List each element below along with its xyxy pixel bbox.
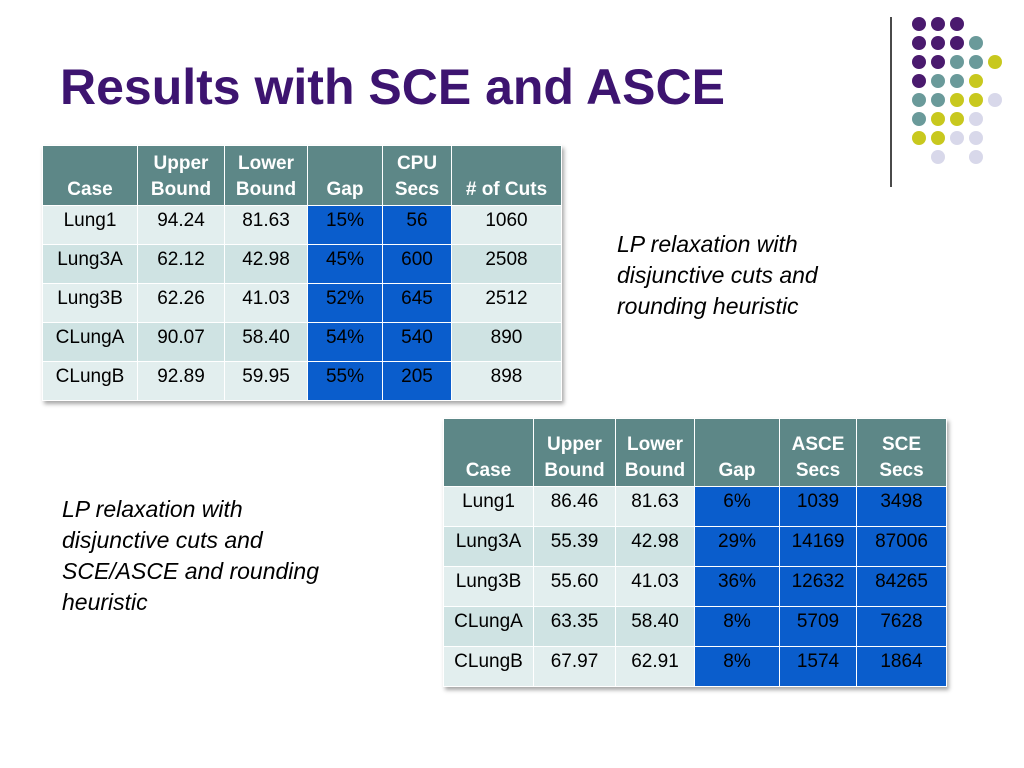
column-header-upper-bound: Upper Bound [138, 146, 225, 206]
decorative-dot [912, 55, 926, 69]
cell-case: CLungB [444, 647, 534, 687]
table-header-row [444, 419, 947, 487]
decorative-dot [950, 112, 964, 126]
table-header-row [43, 146, 562, 206]
cell-gap: 6% [695, 487, 780, 527]
decorative-dot [969, 150, 983, 164]
table-row [444, 487, 947, 527]
decorative-dot [912, 93, 926, 107]
decorative-dot [931, 74, 945, 88]
cell-lower-bound: 81.63 [225, 206, 308, 245]
cell-gap: 8% [695, 647, 780, 687]
cell-upper-bound: 55.60 [534, 567, 616, 607]
cell-num-cuts: 1060 [452, 206, 562, 245]
cell-lower-bound: 81.63 [616, 487, 695, 527]
decorative-dot [931, 36, 945, 50]
table-row [43, 323, 562, 362]
cell-lower-bound: 62.91 [616, 647, 695, 687]
decorative-dot [969, 112, 983, 126]
cell-asce-secs: 1574 [780, 647, 857, 687]
column-header-lower-bound: Lower Bound [225, 146, 308, 206]
decorative-dot [931, 131, 945, 145]
cell-gap: 36% [695, 567, 780, 607]
cell-num-cuts: 2508 [452, 245, 562, 284]
cell-cpu-secs: 205 [383, 362, 452, 401]
results-table-sce-asce [443, 418, 947, 687]
cell-gap: 8% [695, 607, 780, 647]
cell-upper-bound: 94.24 [138, 206, 225, 245]
decorative-dot [988, 93, 1002, 107]
cell-gap: 15% [308, 206, 383, 245]
decorative-dot [950, 93, 964, 107]
cell-case: Lung3A [444, 527, 534, 567]
column-header-case: Case [43, 146, 138, 206]
decorative-dot [931, 150, 945, 164]
decorative-dot [969, 131, 983, 145]
cell-upper-bound: 92.89 [138, 362, 225, 401]
cell-case: Lung1 [444, 487, 534, 527]
cell-lower-bound: 41.03 [225, 284, 308, 323]
decorative-dot [950, 17, 964, 31]
cell-sce-secs: 84265 [857, 567, 947, 607]
cell-cpu-secs: 600 [383, 245, 452, 284]
cell-lower-bound: 42.98 [225, 245, 308, 284]
cell-gap: 52% [308, 284, 383, 323]
decorative-dot [969, 74, 983, 88]
table-row [444, 647, 947, 687]
column-header-cpu-secs: CPU Secs [383, 146, 452, 206]
column-header-lower-bound: Lower Bound [616, 419, 695, 487]
decorative-dot [931, 55, 945, 69]
decorative-dot [912, 131, 926, 145]
table-row [444, 607, 947, 647]
cell-case: CLungB [43, 362, 138, 401]
cell-lower-bound: 41.03 [616, 567, 695, 607]
column-header-upper-bound: Upper Bound [534, 419, 616, 487]
cell-case: Lung3B [43, 284, 138, 323]
cell-upper-bound: 63.35 [534, 607, 616, 647]
cell-upper-bound: 67.97 [534, 647, 616, 687]
cell-case: CLungA [43, 323, 138, 362]
decorative-dot [988, 55, 1002, 69]
column-header-case: Case [444, 419, 534, 487]
table-row [43, 206, 562, 245]
table-row [43, 245, 562, 284]
cell-gap: 55% [308, 362, 383, 401]
decorative-dot [950, 74, 964, 88]
decorative-dot [931, 17, 945, 31]
note-top: LP relaxation with disjunctive cuts and rounding heuristic [617, 231, 818, 319]
cell-sce-secs: 1864 [857, 647, 947, 687]
decorative-dot [912, 74, 926, 88]
decorative-dot [969, 36, 983, 50]
cell-cpu-secs: 56 [383, 206, 452, 245]
column-header-num-cuts: # of Cuts [452, 146, 562, 206]
decorative-dot [950, 36, 964, 50]
cell-upper-bound: 62.26 [138, 284, 225, 323]
cell-asce-secs: 1039 [780, 487, 857, 527]
cell-upper-bound: 86.46 [534, 487, 616, 527]
cell-cpu-secs: 540 [383, 323, 452, 362]
note-bottom: LP relaxation with disjunctive cuts and SCE/ASCE and rounding heuristic [62, 496, 319, 615]
cell-upper-bound: 90.07 [138, 323, 225, 362]
cell-sce-secs: 3498 [857, 487, 947, 527]
cell-sce-secs: 87006 [857, 527, 947, 567]
cell-asce-secs: 12632 [780, 567, 857, 607]
cell-case: Lung3A [43, 245, 138, 284]
cell-case: Lung1 [43, 206, 138, 245]
table-row [444, 567, 947, 607]
table-row [43, 362, 562, 401]
cell-asce-secs: 14169 [780, 527, 857, 567]
decorative-dot [969, 93, 983, 107]
column-header-sce-secs: SCE Secs [857, 419, 947, 487]
cell-case: Lung3B [444, 567, 534, 607]
cell-cpu-secs: 645 [383, 284, 452, 323]
decorative-dot [912, 112, 926, 126]
decorative-dot [912, 17, 926, 31]
cell-asce-secs: 5709 [780, 607, 857, 647]
cell-case: CLungA [444, 607, 534, 647]
divider-line [890, 17, 892, 187]
cell-upper-bound: 55.39 [534, 527, 616, 567]
cell-num-cuts: 898 [452, 362, 562, 401]
column-header-asce-secs: ASCE Secs [780, 419, 857, 487]
cell-gap: 45% [308, 245, 383, 284]
results-table-cpu [42, 145, 562, 401]
decorative-dot [969, 55, 983, 69]
decorative-dot [912, 36, 926, 50]
cell-num-cuts: 890 [452, 323, 562, 362]
decorative-dot [950, 55, 964, 69]
slide-title: Results with SCE and ASCE [60, 59, 725, 115]
decorative-dot [931, 93, 945, 107]
cell-num-cuts: 2512 [452, 284, 562, 323]
cell-lower-bound: 42.98 [616, 527, 695, 567]
cell-lower-bound: 58.40 [225, 323, 308, 362]
column-header-gap: Gap [308, 146, 383, 206]
cell-gap: 54% [308, 323, 383, 362]
decorative-dot [931, 112, 945, 126]
cell-upper-bound: 62.12 [138, 245, 225, 284]
cell-lower-bound: 58.40 [616, 607, 695, 647]
cell-gap: 29% [695, 527, 780, 567]
cell-lower-bound: 59.95 [225, 362, 308, 401]
decorative-dot [950, 131, 964, 145]
table-row [43, 284, 562, 323]
column-header-gap: Gap [695, 419, 780, 487]
table-row [444, 527, 947, 567]
cell-sce-secs: 7628 [857, 607, 947, 647]
